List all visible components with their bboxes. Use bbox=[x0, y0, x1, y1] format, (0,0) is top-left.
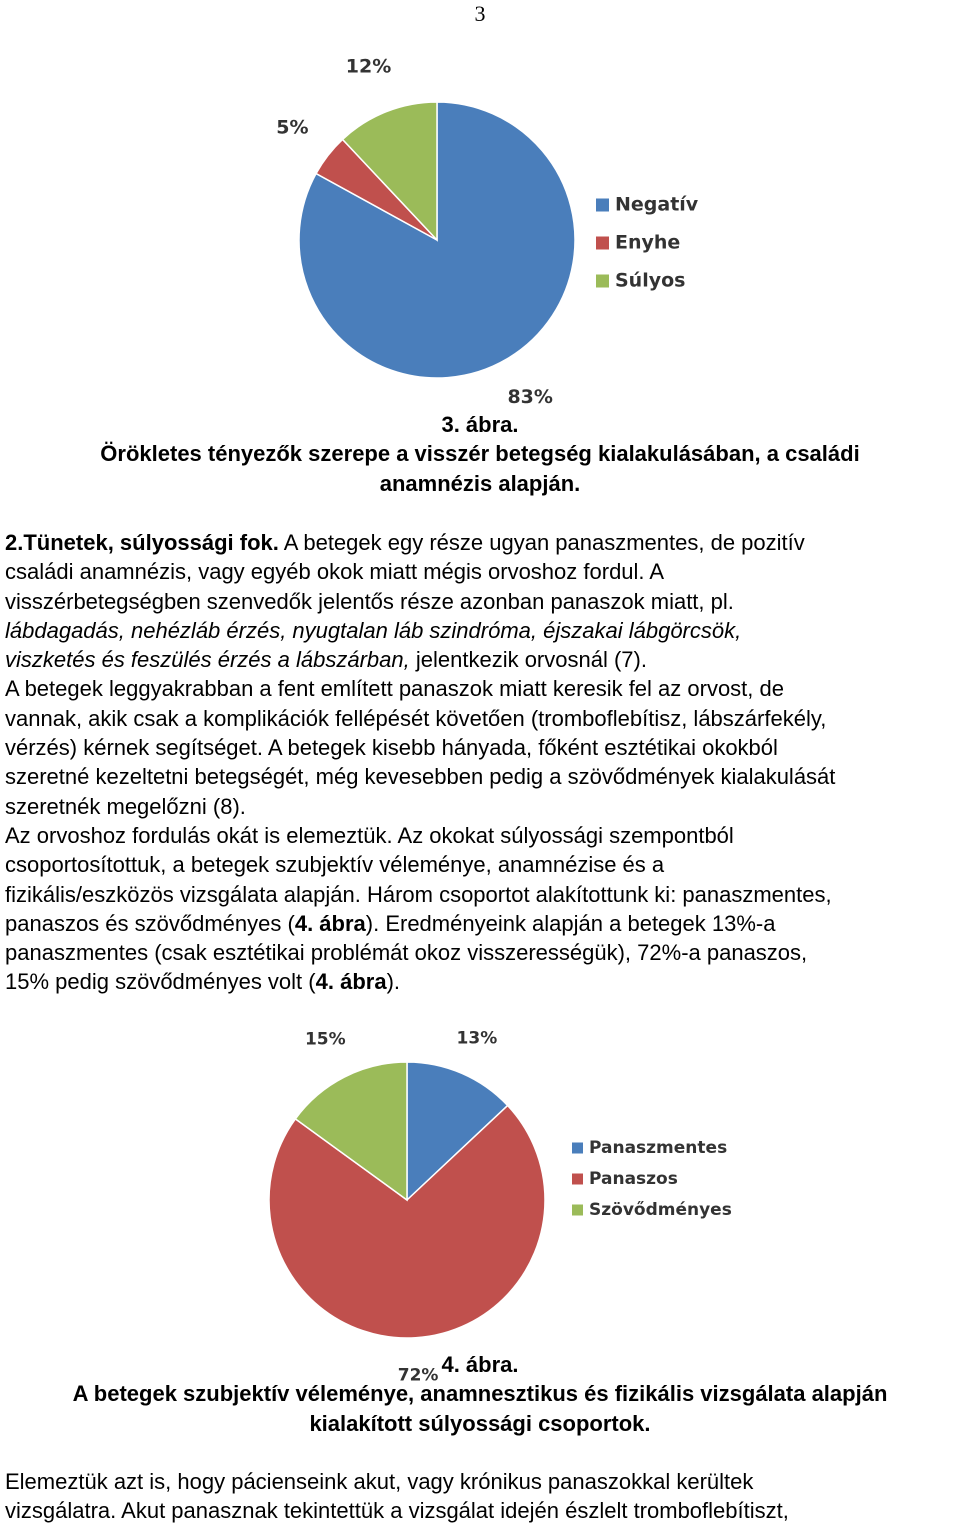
pie2-slices bbox=[269, 1062, 545, 1338]
pie1-data-label: 83% bbox=[507, 386, 553, 408]
pie2-legend-swatch bbox=[572, 1174, 583, 1185]
p1-line-15: panaszmentes (csak esztétikai problémát okoz visszerességük), 72%-a panaszos, bbox=[5, 940, 808, 966]
figure3-caption-number: 3. ábra. bbox=[441, 412, 519, 437]
figure4-caption-number: 4. ábra. bbox=[441, 1352, 519, 1377]
pie1-slices bbox=[299, 102, 575, 378]
pie2-legend-swatch bbox=[572, 1205, 583, 1216]
p2-line-1: Elemeztük azt is, hogy pácienseink akut, vagy krónikus panaszokkal kerültek bbox=[5, 1469, 754, 1494]
pie2-legend-label: Panaszos bbox=[589, 1169, 678, 1189]
figure3-pie-chart bbox=[0, 0, 960, 408]
figure-ref: 4. ábra bbox=[315, 969, 387, 995]
p1-line-11: Az orvoshoz fordulás okát is elemeztük. Az okokat súlyossági szempontból bbox=[5, 822, 734, 848]
pie1-legend-label: Enyhe bbox=[615, 231, 681, 254]
symptoms-list: lábdagadás, nehézláb érzés, nyugtalan láb szindróma, éjszakai lábgörcsök, bbox=[5, 617, 742, 643]
p1-line-3: visszérbetegségben szenvedők jelentős része azonban panaszok miatt, pl. bbox=[5, 588, 734, 614]
section-heading: 2.Tünetek, súlyossági fok. bbox=[5, 530, 279, 555]
pie1-legend-swatch bbox=[596, 275, 609, 288]
pie1-legend-swatch bbox=[596, 237, 609, 250]
p1-line-16-a: 15% pedig szövődményes volt ( bbox=[5, 969, 316, 995]
p1-line-1-text: A betegek egy része ugyan panaszmentes, de pozitív bbox=[278, 530, 805, 555]
p1-line-8: vérzés) kérnek segítséget. A betegek kisebb hányada, főként esztétikai okokból bbox=[5, 735, 778, 761]
page-number: 3 bbox=[474, 1, 486, 26]
p1-line-9: szeretné kezeltetni betegségét, még kevesebben pedig a szövődmények kialakulását bbox=[5, 764, 836, 790]
p1-line-6: A betegek leggyakrabban a fent említett panaszok miatt keresik fel az orvost, de bbox=[5, 676, 784, 702]
paragraph-2 bbox=[5, 1467, 960, 1526]
pie2-data-label: 72% bbox=[397, 1365, 439, 1386]
p1-line-14-a: panaszos és szövődményes ( bbox=[5, 910, 295, 936]
pie1-legend bbox=[596, 194, 699, 292]
paragraph-1 bbox=[5, 528, 960, 997]
figure3-caption-line1: Örökletes tényezők szerepe a visszér betegség kialakulásában, a családi bbox=[100, 441, 860, 466]
figure-ref: 4. ábra bbox=[294, 910, 366, 936]
p1-line-16-c: ). bbox=[386, 969, 401, 995]
p1-line-12: csoportosítottuk, a betegek szubjektív véleménye, anamnézise és a bbox=[5, 852, 665, 878]
pie1-legend-swatch bbox=[596, 199, 609, 212]
pie2-legend-swatch bbox=[572, 1143, 583, 1154]
pie2-legend-label: Panaszmentes bbox=[589, 1138, 728, 1158]
p1-line-4 bbox=[5, 616, 960, 645]
pie1-legend-label: Negatív bbox=[615, 193, 699, 216]
pie1-legend-label: Súlyos bbox=[615, 269, 686, 292]
pie1-data-label: 12% bbox=[345, 55, 392, 78]
p1-line-16 bbox=[5, 967, 960, 996]
p1-line-13: fizikális/eszközös vizsgálata alapján. Három csoportot alakítottunk ki: panaszmentes, bbox=[5, 881, 832, 907]
pie2-legend bbox=[572, 1138, 732, 1220]
p1-line-14 bbox=[5, 909, 960, 938]
figure3-caption-line2: anamnézis alapján. bbox=[379, 471, 581, 496]
p1-line-1 bbox=[5, 528, 960, 557]
p1-line-5-text: jelentkezik orvosnál (7). bbox=[409, 647, 647, 673]
p1-line-2: családi anamnézis, vagy egyéb okok miatt mégis orvoshoz fordul. A bbox=[5, 559, 665, 585]
p1-line-5 bbox=[5, 645, 960, 674]
figure4-caption-line1: A betegek szubjektív véleménye, anamnesztikus és fizikális vizsgálata alapján bbox=[72, 1381, 888, 1406]
figure4-caption-line2: kialakított súlyossági csoportok. bbox=[309, 1411, 651, 1436]
p1-line-7: vannak, akik csak a komplikációk fellépését követően (tromboflebítisz, lábszárfekély, bbox=[5, 705, 827, 731]
p2-line-2: vizsgálatra. Akut panasznak tekintettük a vizsgálat idején észlelt tromboflebítiszt, bbox=[5, 1498, 789, 1524]
pie2-data-label: 15% bbox=[304, 1029, 346, 1050]
symptoms-list-cont: viszketés és feszülés érzés a lábszárban, bbox=[5, 647, 410, 673]
pie1-data-label: 5% bbox=[276, 116, 309, 139]
p1-line-10: szeretnék megelőzni (8). bbox=[5, 793, 246, 819]
pie2-data-label: 13% bbox=[456, 1028, 498, 1049]
p1-line-14-c: ). Eredményeink alapján a betegek 13%-a bbox=[365, 910, 776, 936]
pie2-legend-label: Szövődményes bbox=[589, 1200, 732, 1220]
